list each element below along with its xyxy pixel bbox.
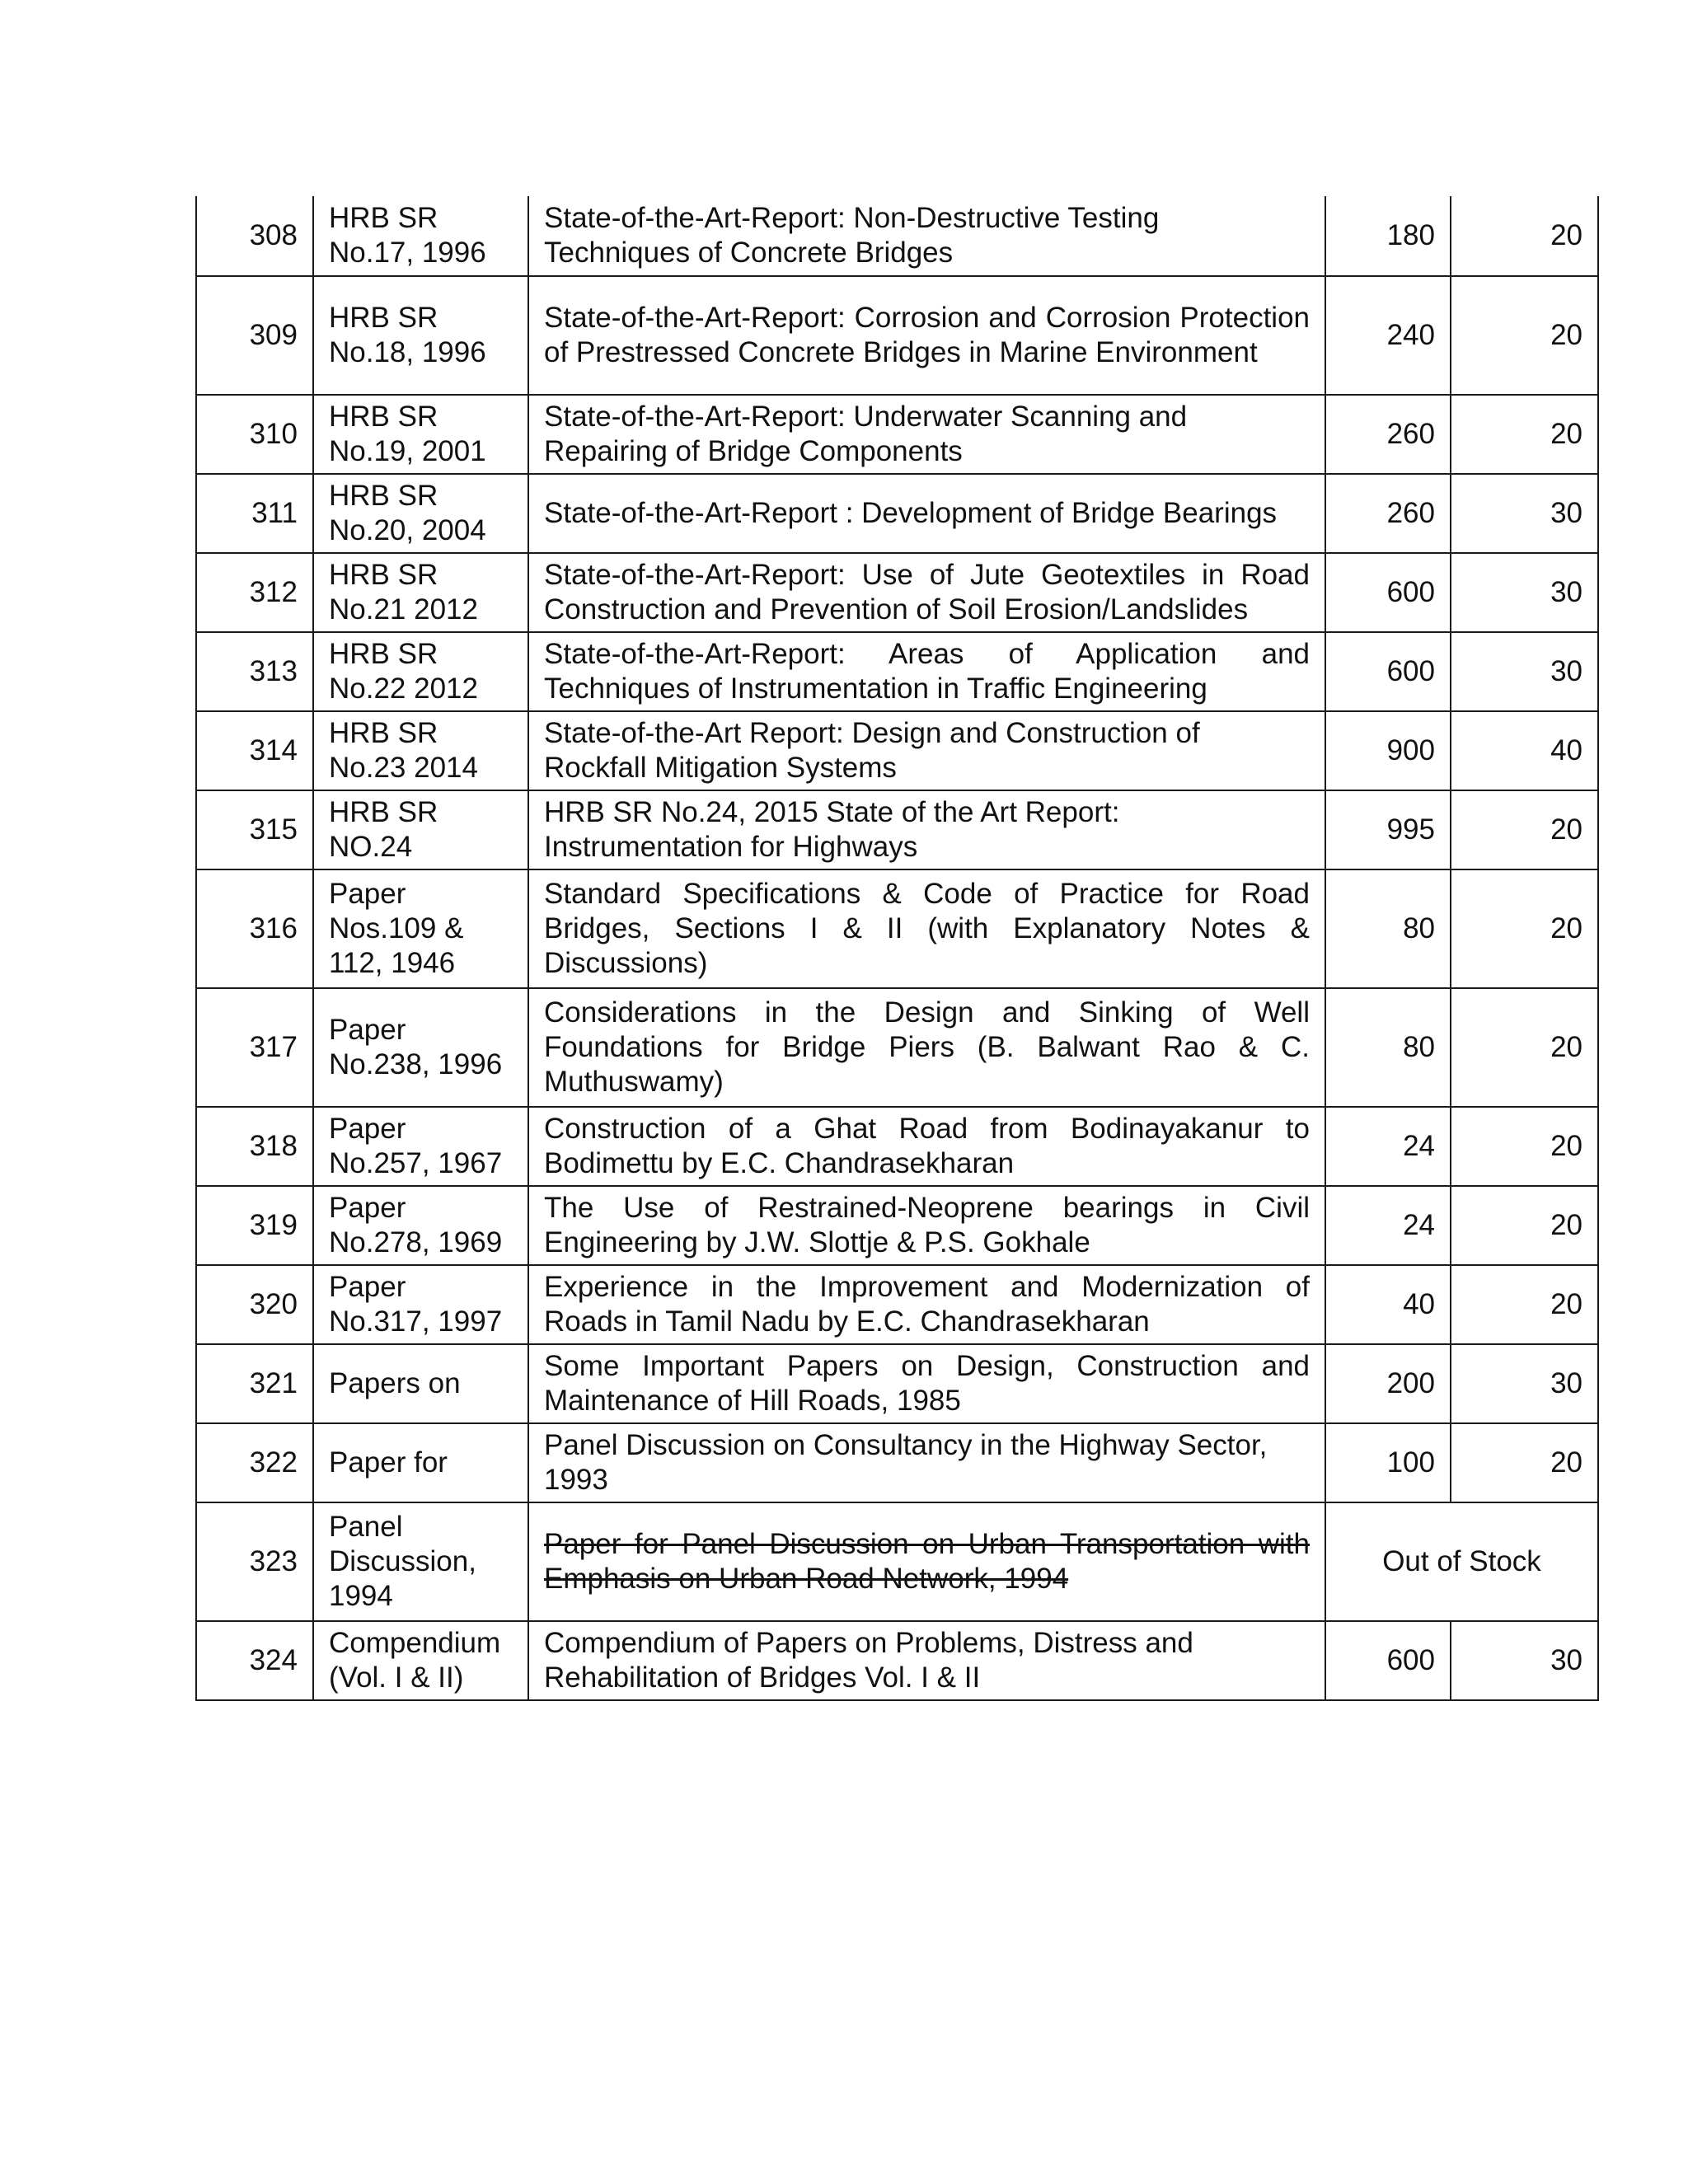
publication-code: Compendium (Vol. I & II)	[313, 1621, 528, 1700]
table-row	[196, 711, 1598, 790]
serial-number: 314	[196, 711, 313, 790]
price: 40	[1325, 1265, 1451, 1344]
serial-number: 312	[196, 553, 313, 632]
postage: 30	[1451, 632, 1598, 711]
price: 80	[1325, 869, 1451, 988]
publication-code: Paper No.278, 1969	[313, 1186, 528, 1265]
publication-title: State-of-the-Art-Report: Underwater Scanning and Repairing of Bridge Components	[528, 395, 1325, 474]
table-row	[196, 474, 1598, 553]
publication-code: Paper Nos.109 & 112, 1946	[313, 869, 528, 988]
postage: 20	[1451, 276, 1598, 395]
publication-title: Some Important Papers on Design, Construction and Maintenance of Hill Roads, 1985	[528, 1344, 1325, 1423]
serial-number: 310	[196, 395, 313, 474]
table-row	[196, 1186, 1598, 1265]
publications-table	[195, 196, 1599, 1701]
publication-code: HRB SR No.23 2014	[313, 711, 528, 790]
publication-code: Papers on	[313, 1344, 528, 1423]
postage: 20	[1451, 790, 1598, 869]
price: 80	[1325, 988, 1451, 1107]
publication-title: State-of-the-Art-Report: Corrosion and Corrosion Protection of Prestressed Concrete Bridges in Marine Environment	[528, 276, 1325, 395]
table-row	[196, 1502, 1598, 1621]
postage: 20	[1451, 1107, 1598, 1186]
price: 180	[1325, 196, 1451, 276]
serial-number: 311	[196, 474, 313, 553]
publication-code: HRB SR No.21 2012	[313, 553, 528, 632]
table-row	[196, 790, 1598, 869]
table-row	[196, 988, 1598, 1107]
postage: 30	[1451, 1344, 1598, 1423]
price: 260	[1325, 474, 1451, 553]
publication-code: Paper for	[313, 1423, 528, 1502]
price: 600	[1325, 632, 1451, 711]
price: 240	[1325, 276, 1451, 395]
serial-number: 320	[196, 1265, 313, 1344]
publication-title: Compendium of Papers on Problems, Distress and Rehabilitation of Bridges Vol. I & II	[528, 1621, 1325, 1700]
serial-number: 324	[196, 1621, 313, 1700]
postage: 20	[1451, 988, 1598, 1107]
serial-number: 321	[196, 1344, 313, 1423]
table-row	[196, 1423, 1598, 1502]
publication-code: Paper No.257, 1967	[313, 1107, 528, 1186]
serial-number: 317	[196, 988, 313, 1107]
publication-code: Paper No.238, 1996	[313, 988, 528, 1107]
price: 600	[1325, 1621, 1451, 1700]
price: 260	[1325, 395, 1451, 474]
postage: 20	[1451, 1423, 1598, 1502]
serial-number: 308	[196, 196, 313, 276]
price: 100	[1325, 1423, 1451, 1502]
publication-title: State-of-the-Art-Report : Development of Bridge Bearings	[528, 474, 1325, 553]
table-row	[196, 553, 1598, 632]
postage: 20	[1451, 196, 1598, 276]
table-row	[196, 632, 1598, 711]
publication-title: State-of-the-Art-Report: Use of Jute Geotextiles in Road Construction and Prevention of Soil Erosion/Landslides	[528, 553, 1325, 632]
publication-title: Considerations in the Design and Sinking of Well Foundations for Bridge Piers (B. Balwant Rao & C. Muthuswamy)	[528, 988, 1325, 1107]
publication-title: Panel Discussion on Consultancy in the Highway Sector, 1993	[528, 1423, 1325, 1502]
price: 200	[1325, 1344, 1451, 1423]
publication-title: State-of-the-Art Report: Design and Construction of Rockfall Mitigation Systems	[528, 711, 1325, 790]
postage: 20	[1451, 1186, 1598, 1265]
serial-number: 309	[196, 276, 313, 395]
publication-title: Construction of a Ghat Road from Bodinayakanur to Bodimettu by E.C. Chandrasekharan	[528, 1107, 1325, 1186]
publication-title: HRB SR No.24, 2015 State of the Art Report: Instrumentation for Highways	[528, 790, 1325, 869]
publication-code: Panel Discussion, 1994	[313, 1502, 528, 1621]
serial-number: 315	[196, 790, 313, 869]
price: 600	[1325, 553, 1451, 632]
price: 24	[1325, 1107, 1451, 1186]
publication-code: HRB SR No.19, 2001	[313, 395, 528, 474]
postage: 30	[1451, 1621, 1598, 1700]
table-row	[196, 1265, 1598, 1344]
table-row	[196, 869, 1598, 988]
serial-number: 319	[196, 1186, 313, 1265]
serial-number: 316	[196, 869, 313, 988]
table-row	[196, 1621, 1598, 1700]
postage: 20	[1451, 869, 1598, 988]
publication-code: HRB SR No.18, 1996	[313, 276, 528, 395]
struck-title-text: Paper for Panel Discussion on Urban Transportation with Emphasis on Urban Road Network, 1994	[544, 1528, 1310, 1595]
table-row	[196, 395, 1598, 474]
serial-number: 318	[196, 1107, 313, 1186]
table-row	[196, 1107, 1598, 1186]
publication-code: HRB SR No.22 2012	[313, 632, 528, 711]
postage: 30	[1451, 553, 1598, 632]
publication-code: Paper No.317, 1997	[313, 1265, 528, 1344]
serial-number: 322	[196, 1423, 313, 1502]
publication-title-struck	[528, 1502, 1325, 1621]
postage: 20	[1451, 395, 1598, 474]
publication-code: HRB SR No.17, 1996	[313, 196, 528, 276]
table-row	[196, 196, 1598, 276]
price: 24	[1325, 1186, 1451, 1265]
postage: 30	[1451, 474, 1598, 553]
publication-title: Standard Specifications & Code of Practice for Road Bridges, Sections I & II (with Explanatory Notes & Discussions)	[528, 869, 1325, 988]
serial-number: 323	[196, 1502, 313, 1621]
table-row	[196, 276, 1598, 395]
publication-title: The Use of Restrained-Neoprene bearings in Civil Engineering by J.W. Slottje & P.S. Gokhale	[528, 1186, 1325, 1265]
publication-title: State-of-the-Art-Report: Areas of Application and Techniques of Instrumentation in Traffic Engineering	[528, 632, 1325, 711]
publication-code: HRB SR NO.24	[313, 790, 528, 869]
postage: 20	[1451, 1265, 1598, 1344]
publication-title: State-of-the-Art-Report: Non-Destructive Testing Techniques of Concrete Bridges	[528, 196, 1325, 276]
table-row	[196, 1344, 1598, 1423]
serial-number: 313	[196, 632, 313, 711]
price: 900	[1325, 711, 1451, 790]
postage: 40	[1451, 711, 1598, 790]
publication-title: Experience in the Improvement and Modernization of Roads in Tamil Nadu by E.C. Chandrasekharan	[528, 1265, 1325, 1344]
price: 995	[1325, 790, 1451, 869]
publication-code: HRB SR No.20, 2004	[313, 474, 528, 553]
stock-status: Out of Stock	[1325, 1502, 1598, 1621]
